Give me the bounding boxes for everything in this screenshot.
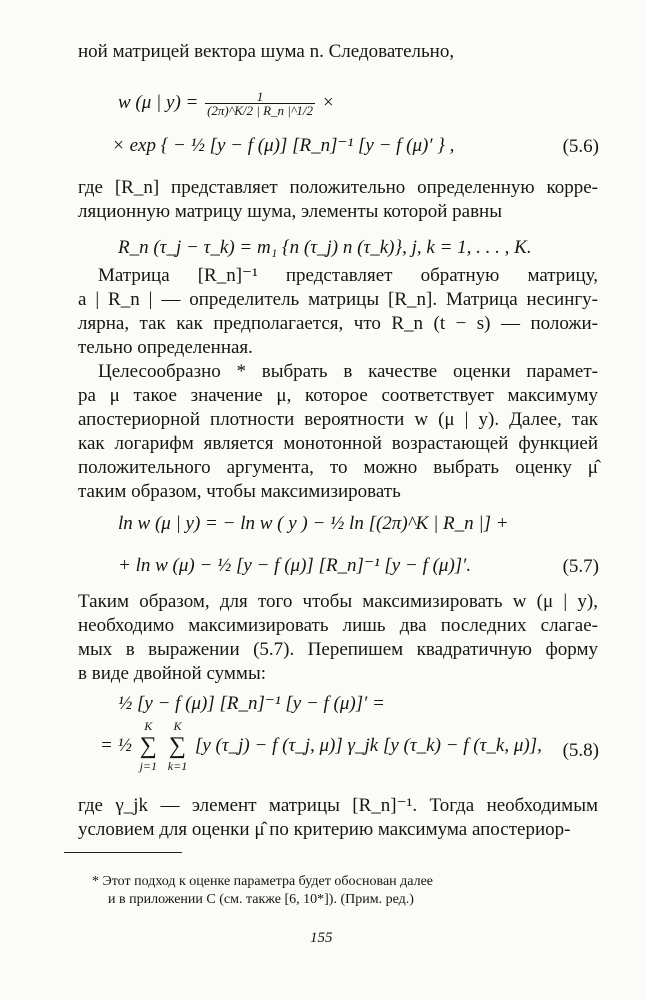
text-line: таким образом, чтобы максимизировать: [78, 481, 401, 502]
eq-part: = ½: [100, 734, 132, 756]
footnote-rule: [64, 852, 182, 853]
fraction-denominator: (2π)^K/2 | R_n |^1/2: [207, 103, 313, 118]
equation-number: (5.6): [562, 136, 599, 157]
text-line: ра μ такое значение μ, которое соответствует максимуму: [78, 385, 598, 406]
text-line: где [R_n] представляет положительно определенную корре-: [78, 177, 598, 198]
sum-j: [140, 720, 157, 773]
text-line: ляционную матрицу шума, элементы которой равны: [78, 201, 502, 222]
text-line: мых в выражении (5.7). Перепишем квадратичную форму: [78, 639, 598, 660]
sum-upper-limit: K: [173, 719, 182, 733]
text-line: условием для оценки μ̂ по критерию максимума апостериор-: [78, 819, 571, 840]
sum-sign: ∑: [139, 733, 157, 760]
sum-lower-limit: j=1: [139, 758, 158, 773]
text-line: как логарифм является монотонной возрастающей функцией: [78, 433, 598, 454]
equation-5-6-line2: × exp { − ½ [y − f (μ)] [R_n]⁻¹ [y − f (μ)′ } ,: [112, 135, 455, 156]
fraction: [205, 90, 315, 117]
page-number: 155: [310, 930, 333, 946]
text-line: Целесообразно * выбрать в качестве оценки парамет-: [98, 361, 598, 382]
eq-part: ×: [321, 91, 335, 113]
footnote-line: * Этот подход к оценке параметра будет обоснован далее: [92, 874, 434, 889]
equation-5-7-line2: + ln w (μ) − ½ [y − f (μ)] [R_n]⁻¹ [y − f (μ)]′.: [118, 555, 472, 576]
text-line: Матрица [R_n]⁻¹ представляет обратную матрицу,: [98, 265, 598, 286]
equation-5-8-line1: ½ [y − f (μ)] [R_n]⁻¹ [y − f (μ)]′ =: [118, 693, 385, 714]
eq-part: [y (τ_j) − f (τ_j, μ)] γ_jk [y (τ_k) − f (τ_k, μ)],: [194, 734, 542, 756]
sum-upper-limit: K: [144, 719, 153, 733]
equation-5-7-line1: ln w (μ | y) = − ln w ( y ) − ½ ln [(2π)^K | R_n |] +: [118, 513, 509, 534]
text-line: ной матрицей вектора шума n. Следовательно,: [78, 41, 455, 62]
text-line: апостериорной плотности вероятности w (μ | y). Далее, так: [78, 409, 598, 430]
text-line: где γ_jk — элемент матрицы [R_n]⁻¹. Тогда необходимым: [78, 795, 598, 816]
text-line: Таким образом, для того чтобы максимизировать w (μ | y),: [78, 591, 598, 612]
text-line: положительного аргумента, то можно выбрать оценку μ̂: [78, 457, 598, 478]
sum-sign: ∑: [168, 733, 187, 760]
text-line: необходимо максимизировать лишь два последних слагае-: [78, 615, 598, 636]
footnote-line: и в приложении C (см. также [6, 10*]). (Прим. ред.): [108, 892, 414, 907]
text-line: тельно определенная.: [78, 337, 253, 358]
fraction-numerator: 1: [205, 90, 315, 104]
text-line: лярна, так как предполагается, что R_n (t − s) — положи-: [78, 313, 598, 334]
text-line: а | R_n | — определитель матрицы [R_n]. Матрица несингу-: [78, 289, 598, 310]
text-line: в виде двойной суммы:: [78, 663, 266, 684]
equation-number: (5.7): [562, 556, 599, 577]
equation-noise-correlation: R_n (τ_j − τ_k) = m₁ {n (τ_j) n (τ_k)}, j, k = 1, . . . , K.: [118, 237, 532, 258]
equation-5-8-line2: [100, 720, 542, 773]
equation-number: (5.8): [562, 740, 599, 761]
sum-k: [168, 720, 187, 773]
equation-5-6-line1: [118, 90, 335, 117]
eq-part: w (μ | y) =: [118, 91, 199, 113]
sum-lower-limit: k=1: [167, 758, 188, 773]
